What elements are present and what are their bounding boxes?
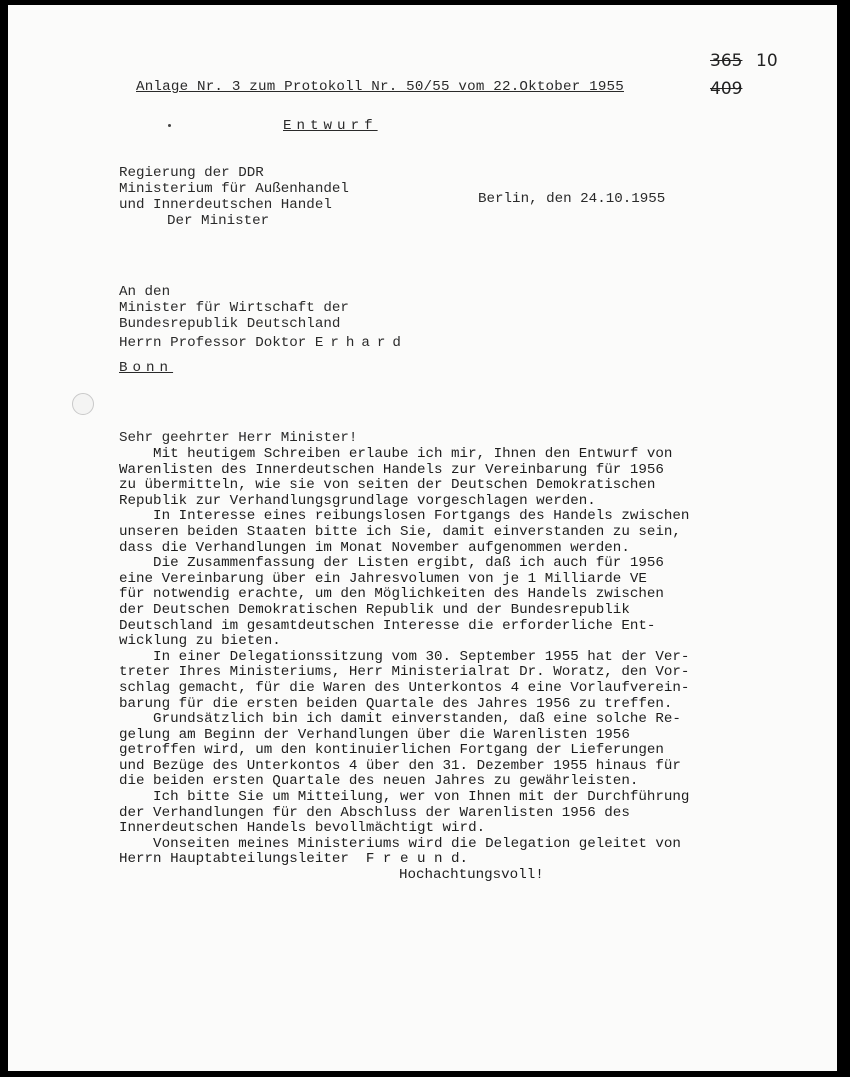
body-line: zu übermitteln, wie sie von seiten der Deutschen Demokratischen	[119, 477, 656, 494]
page-number: 10	[756, 51, 778, 71]
recipient-line: An den	[119, 284, 171, 300]
closing: Hochachtungsvoll!	[399, 867, 544, 883]
sender-block	[119, 165, 349, 229]
recipient-line: Bundesrepublik Deutschland	[119, 316, 341, 332]
letter-body	[119, 447, 689, 868]
body-line: Deutschland im gesamtdeutschen Interesse die erforderliche Ent-	[119, 617, 656, 634]
recipient-block	[119, 284, 349, 332]
body-line: Republik zur Verhandlungsgrundlage vorgeschlagen werden.	[119, 492, 596, 509]
body-line: barung für die ersten beiden Quartale des Jahres 1956 zu treffen.	[119, 695, 673, 712]
body-line: Grundsätzlich bin ich damit einverstanden, daß eine solche Re-	[119, 711, 681, 728]
second-page-number: 409	[710, 79, 743, 99]
body-line: dass die Verhandlungen im Monat November aufgenommen werden.	[119, 539, 630, 556]
sender-line: Der Minister	[167, 213, 270, 229]
recipient-name: Erhard	[314, 335, 408, 351]
document-page	[8, 5, 837, 1071]
body-line: der Verhandlungen für den Abschluss der Warenlisten 1956 des	[119, 804, 630, 821]
body-line: Vonseiten meines Ministeriums wird die Delegation geleitet von	[119, 835, 681, 852]
recipient-line: Minister für Wirtschaft der	[119, 300, 349, 316]
body-line: schlag gemacht, für die Waren des Unterkontos 4 eine Vorlaufverein-	[119, 679, 690, 696]
body-line: Mit heutigem Schreiben erlaube ich mir, Ihnen den Entwurf von	[119, 446, 673, 462]
body-line: treter Ihres Ministeriums, Herr Ministerialrat Dr. Woratz, den Vor-	[119, 664, 690, 681]
punch-hole	[72, 393, 94, 415]
salutation: Sehr geehrter Herr Minister!	[119, 430, 358, 446]
draft-label: Entwurf	[283, 118, 378, 134]
body-line: Ich bitte Sie um Mitteilung, wer von Ihnen mit der Durchführung	[119, 789, 690, 806]
body-line: In Interesse eines reibungslosen Fortgangs des Handels zwischen	[119, 508, 690, 525]
sender-line: Ministerium für Außenhandel	[119, 181, 349, 197]
recipient-city: Bonn	[119, 360, 174, 376]
sender-line: und Innerdeutschen Handel	[119, 197, 332, 213]
body-line: wicklung zu bieten.	[119, 633, 281, 650]
recipient-name-line	[119, 335, 408, 351]
body-line: Warenlisten des Innerdeutschen Handels zur Vereinbarung für 1956	[119, 461, 664, 478]
body-line: für notwendig erachte, um den Möglichkeiten des Handels zwischen	[119, 586, 664, 603]
body-line: und Bezüge des Unterkontos 4 über den 31. Dezember 1955 hinaus für	[119, 757, 681, 774]
sender-line: Regierung der DDR	[119, 165, 264, 181]
body-line: Innerdeutschen Handels bevollmächtigt wird.	[119, 820, 486, 837]
recipient-title: Herrn Professor Doktor	[119, 335, 307, 351]
body-line: In einer Delegationssitzung vom 30. September 1955 hat der Ver-	[119, 648, 690, 665]
body-line: gelung am Beginn der Verhandlungen über die Warenlisten 1956	[119, 726, 630, 743]
struck-page-number: 365	[710, 51, 743, 71]
body-line: unseren beiden Staaten bitte ich Sie, damit einverstanden zu sein,	[119, 523, 681, 540]
body-line: Die Zusammenfassung der Listen ergibt, daß ich auch für 1956	[119, 555, 664, 572]
body-line: eine Vereinbarung über ein Jahresvolumen von je 1 Milliarde VE	[119, 570, 647, 587]
body-line: der Deutschen Demokratischen Republik und der Bundesrepublik	[119, 601, 630, 618]
ink-dot	[168, 124, 171, 127]
body-line: die beiden ersten Quartale des neuen Jahres zu gewährleisten.	[119, 773, 639, 790]
place-date: Berlin, den 24.10.1955	[478, 191, 666, 207]
body-line: Herrn Hauptabteilungsleiter F r e u n d.	[119, 851, 469, 868]
body-line: getroffen wird, um den kontinuierlichen Fortgang der Lieferungen	[119, 742, 664, 759]
annex-header: Anlage Nr. 3 zum Protokoll Nr. 50/55 vom 22.Oktober 1955	[136, 79, 624, 95]
